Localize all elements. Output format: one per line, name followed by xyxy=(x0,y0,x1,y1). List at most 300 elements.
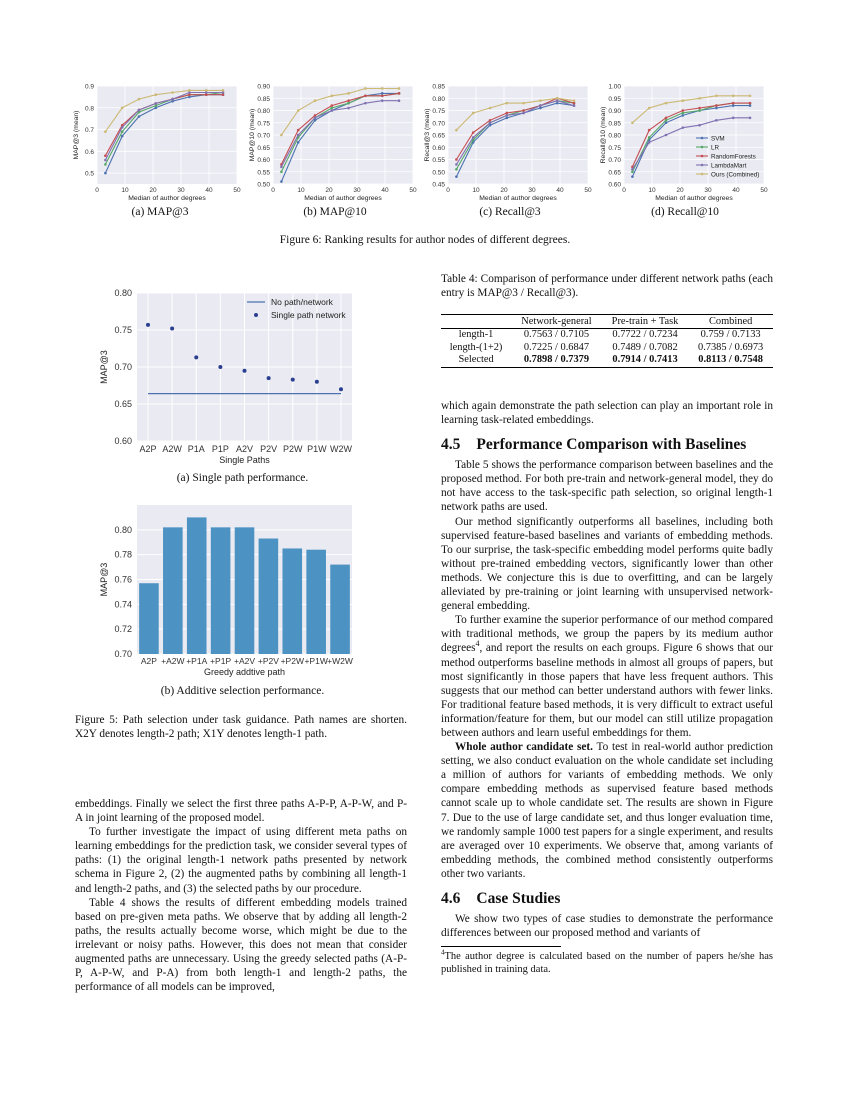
y-tick-label: 0.80 xyxy=(257,108,270,115)
y-tick-label: 0.90 xyxy=(608,108,621,115)
y-tick-label: 0.60 xyxy=(608,181,621,189)
x-tick-label: 20 xyxy=(325,187,333,194)
subcaption-map3: (a) MAP@3 xyxy=(131,206,189,218)
data-point xyxy=(398,87,401,90)
right-column-text xyxy=(441,399,773,976)
x-tick-label: 30 xyxy=(177,187,185,194)
table-header-cell xyxy=(441,315,511,329)
x-tick-label: 30 xyxy=(528,187,536,194)
data-point xyxy=(339,387,343,391)
right-paragraph-5: We show two types of case studies to demonstrate the performance differences between our proposed method and variants of xyxy=(441,913,773,940)
data-point xyxy=(648,129,651,132)
x-tick-label: 20 xyxy=(500,187,508,194)
data-point xyxy=(648,107,651,110)
y-tick-label: 0.60 xyxy=(114,436,132,446)
data-point xyxy=(631,168,634,171)
legend-marker xyxy=(701,164,704,167)
data-point xyxy=(297,134,300,137)
subcaption-recall3: (c) Recall@3 xyxy=(479,206,541,218)
legend-marker xyxy=(701,173,704,176)
table-cell: 0.7722 / 0.7234 xyxy=(612,329,678,340)
data-point xyxy=(138,98,141,101)
data-point xyxy=(347,92,350,95)
data-point xyxy=(104,172,107,175)
data-point xyxy=(138,115,141,118)
x-tick-label: 40 xyxy=(205,187,213,194)
legend-marker xyxy=(254,313,258,317)
data-point xyxy=(715,119,718,122)
y-tick-label: 0.65 xyxy=(257,144,270,152)
footnote-rule xyxy=(441,946,561,947)
data-point xyxy=(556,99,559,102)
data-point xyxy=(506,112,509,115)
x-tick-label: A2V xyxy=(235,444,254,454)
data-point xyxy=(682,109,685,112)
legend-label: LR xyxy=(711,144,720,152)
bar xyxy=(306,550,326,654)
data-point xyxy=(455,168,458,171)
data-point xyxy=(331,104,334,107)
table-cell: 0.7914 / 0.7413 xyxy=(602,354,688,367)
x-tick-label: +P1P xyxy=(210,656,232,666)
footnote-number: 4 xyxy=(441,948,445,957)
legend-label: Ours (Combined) xyxy=(711,171,760,179)
y-tick-label: 0.78 xyxy=(114,549,132,560)
x-tick-label: A2P xyxy=(140,656,157,666)
bar xyxy=(211,527,231,654)
data-point xyxy=(489,119,492,122)
x-tick-label: P1P xyxy=(211,444,229,454)
data-point xyxy=(297,109,300,112)
data-point xyxy=(698,97,701,100)
x-tick-label: 30 xyxy=(704,187,712,194)
table-header-cell: Network-general xyxy=(511,315,602,329)
section-number: 4.5 xyxy=(441,436,461,454)
data-point xyxy=(455,163,458,166)
right-paragraph-2: Our method significantly outperforms all baselines, including both supervised feature-based baselines and variants of embedding methods. To our surprise, the task-specific embedding model performs quite badly without pre-trained embedding vectors, significantly lower than other methods. We conjecture this is due to overfitting, and can be largely alleviated by pre-training or joint learning with unsupervised network-general embedding. xyxy=(441,515,773,613)
y-tick-label: 0.75 xyxy=(114,325,132,335)
right-paragraph-0: which again demonstrate the path selection can play an important role in learning task-related embeddings. xyxy=(441,400,773,427)
data-point xyxy=(715,107,718,110)
x-tick-label: 10 xyxy=(472,187,480,194)
paragraph-run-in-heading: Whole author candidate set. xyxy=(455,741,594,754)
data-point xyxy=(455,158,458,161)
right-paragraph-4 xyxy=(441,740,773,881)
y-tick-label: 0.70 xyxy=(432,120,445,128)
figure5b-subcaption: (b) Additive selection performance. xyxy=(160,685,325,697)
data-point xyxy=(171,91,174,94)
data-point xyxy=(331,109,334,112)
data-point xyxy=(715,104,718,107)
data-point xyxy=(314,99,317,102)
data-point xyxy=(121,106,124,109)
table-cell: length-1 xyxy=(458,329,494,340)
x-tick-label: +P2V xyxy=(257,656,279,666)
y-tick-label: 0.70 xyxy=(257,132,270,140)
bar xyxy=(259,539,279,654)
chart-map3 xyxy=(73,84,241,203)
x-tick-label: 50 xyxy=(233,187,241,194)
data-point xyxy=(732,117,735,120)
footnote xyxy=(441,950,773,976)
table-cell: 0.7563 / 0.7105 xyxy=(523,329,590,340)
data-point xyxy=(732,95,735,98)
paragraph-text: To further examine the superior performance of our method compared with traditional methods, we group the papers by its medium author degrees xyxy=(441,614,773,655)
y-tick-label: 0.85 xyxy=(257,95,270,103)
x-tick-label: 10 xyxy=(121,187,129,194)
bar xyxy=(139,583,159,654)
data-point xyxy=(121,135,124,138)
x-axis-label: Greedy addtive path xyxy=(203,667,286,677)
table-header-row xyxy=(441,315,773,329)
y-tick-label: 0.80 xyxy=(114,288,132,298)
data-point xyxy=(297,141,300,144)
data-point xyxy=(506,102,509,105)
figure5b-chart xyxy=(75,503,410,683)
y-tick-label: 1.00 xyxy=(608,83,621,91)
data-point xyxy=(381,87,384,90)
x-tick-label: +A2W xyxy=(161,656,185,666)
data-point xyxy=(665,102,668,105)
x-tick-label: 40 xyxy=(732,187,740,194)
section-4-6-heading xyxy=(441,890,773,908)
data-point xyxy=(682,126,685,129)
y-tick-label: 0.6 xyxy=(84,148,94,156)
legend-label: No path/network xyxy=(271,297,333,307)
x-tick-label: +P2W xyxy=(280,656,304,666)
bar xyxy=(163,527,183,654)
y-tick-label: 0.72 xyxy=(114,624,132,635)
y-tick-label: 0.5 xyxy=(84,170,94,178)
legend-marker xyxy=(701,146,704,149)
y-tick-label: 0.80 xyxy=(608,132,621,140)
bar xyxy=(235,527,255,654)
section-number: 4.6 xyxy=(441,890,461,907)
chart-recall10 xyxy=(600,84,768,203)
data-point xyxy=(381,95,384,98)
y-tick-label: 0.70 xyxy=(608,157,621,164)
x-tick-label: P1W xyxy=(307,444,327,454)
y-axis-label: MAP@3 (mean) xyxy=(73,110,80,160)
paragraph-text: , and report the results on each groups. Figure 6 shows that our method outperforms baseline methods in almost all groups of papers, but most significantly in those papers that have less frequent authors. This suggests that our method can better understand authors with fewer links. For traditional feature based methods, it is very difficult to extract useful information/feature for them, but our model can still utilize propagation between authors and learn useful embeddings for them. xyxy=(441,642,773,739)
y-tick-label: 0.85 xyxy=(432,83,445,91)
bar xyxy=(187,517,207,654)
left-paragraph-2: To further investigate the impact of using different meta paths on learning embeddings for the prediction task, we consider several types of paths: (1) the original length-1 network paths presented by network schema in Figure 2, (2) the augmented paths by combining all length-1 and length-2 paths, and (3) the selected paths by our procedure. xyxy=(75,826,407,895)
legend-label: SVM xyxy=(711,135,725,143)
data-point xyxy=(749,117,752,120)
legend-label: RandomForests xyxy=(711,153,756,161)
table4 xyxy=(441,314,773,368)
y-tick-label: 0.60 xyxy=(257,157,270,164)
x-tick-label: 20 xyxy=(149,187,157,194)
data-point xyxy=(631,121,634,124)
y-tick-label: 0.70 xyxy=(114,649,132,659)
table-cell: 0.8113 / 0.7548 xyxy=(688,354,773,367)
data-point xyxy=(506,114,509,117)
data-point xyxy=(682,99,685,102)
data-point xyxy=(280,166,283,169)
table-cell: 0.7385 / 0.6973 xyxy=(698,341,764,353)
y-tick-label: 0.90 xyxy=(257,83,270,91)
x-tick-label: +P1W xyxy=(304,656,328,666)
x-tick-label: W2W xyxy=(330,444,352,454)
data-point xyxy=(188,89,191,92)
y-tick-label: 0.9 xyxy=(84,83,94,91)
y-tick-label: 0.74 xyxy=(114,599,132,610)
data-point xyxy=(280,134,283,137)
data-point xyxy=(314,117,317,120)
x-axis-label: Median of author degrees xyxy=(128,195,206,202)
data-point xyxy=(398,92,401,95)
data-point xyxy=(522,112,525,115)
data-point xyxy=(280,170,283,173)
data-point xyxy=(280,180,283,183)
data-point xyxy=(170,327,174,331)
y-tick-label: 0.50 xyxy=(257,181,270,189)
legend-label: LambdaMart xyxy=(711,162,747,170)
data-point xyxy=(506,117,509,120)
table-cell: 0.7489 / 0.7082 xyxy=(612,341,678,353)
y-tick-label: 0.75 xyxy=(257,120,270,128)
data-point xyxy=(472,112,475,115)
figure6-charts xyxy=(0,0,850,235)
data-point xyxy=(364,102,367,105)
x-tick-label: +A2V xyxy=(233,656,256,666)
data-point xyxy=(347,107,350,110)
table-row xyxy=(441,354,773,367)
data-point xyxy=(522,109,525,112)
data-point xyxy=(539,99,542,102)
subcaption-recall10: (d) Recall@10 xyxy=(651,206,719,218)
data-point xyxy=(104,130,107,133)
data-point xyxy=(455,175,458,178)
data-point xyxy=(732,104,735,107)
data-point xyxy=(682,112,685,115)
y-tick-label: 0.55 xyxy=(257,169,270,177)
x-tick-label: 10 xyxy=(648,187,656,194)
y-tick-label: 0.65 xyxy=(608,169,621,177)
x-tick-label: 0 xyxy=(271,187,275,194)
data-point xyxy=(489,107,492,110)
x-tick-label: 30 xyxy=(353,187,361,194)
x-axis-label: Median of author degrees xyxy=(479,195,557,202)
table-row xyxy=(441,329,773,342)
figure6-caption: Figure 6: Ranking results for author nodes of different degrees. xyxy=(279,234,571,246)
y-axis-label: Recall@3 (mean) xyxy=(424,108,431,162)
data-point xyxy=(749,104,752,107)
data-point xyxy=(146,323,150,327)
data-point xyxy=(715,95,718,98)
data-point xyxy=(732,102,735,105)
data-point xyxy=(194,355,198,359)
y-tick-label: 0.76 xyxy=(114,574,132,585)
data-point xyxy=(665,117,668,120)
data-point xyxy=(573,104,576,107)
data-point xyxy=(472,131,475,134)
data-point xyxy=(171,98,174,101)
data-point xyxy=(749,95,752,98)
bar xyxy=(330,565,350,654)
data-point xyxy=(364,87,367,90)
results-table xyxy=(441,314,773,368)
data-point xyxy=(104,163,107,166)
section-title: Case Studies xyxy=(476,890,561,907)
x-tick-label: P2W xyxy=(282,444,303,454)
x-tick-label: 0 xyxy=(446,187,450,194)
figure5-caption: Figure 5: Path selection under task guidance. Path names are shorten. X2Y denotes length-2 path; X1Y denotes length-1 path. xyxy=(75,714,407,741)
chart-recall3 xyxy=(424,84,592,203)
data-point xyxy=(682,114,685,117)
table-header-cell: Pre-train + Task xyxy=(602,315,688,329)
data-point xyxy=(347,99,350,102)
data-point xyxy=(267,376,271,380)
x-tick-label: P1A xyxy=(187,444,205,454)
paragraph-text: To test in real-world author prediction setting, we also conduct evaluation on the whole candidate set including a million of authors for variants of embedding methods. We only compare embedding methods as supervised feature based methods cannot scale up to whole candidate set. The results are shown in Figure 7. Due to the use of large candidate set, and thus longer evaluation time, we randomly sample 1000 test papers for a single experiment, and results are averaged over 10 experiments. We observe that, among variants of embedding methods, the combined method consistently outperforms other two variants. xyxy=(441,741,774,880)
x-axis-label: Median of author degrees xyxy=(655,195,733,202)
data-point xyxy=(155,93,158,96)
y-tick-label: 0.8 xyxy=(84,105,94,113)
data-point xyxy=(331,95,334,98)
y-tick-label: 0.65 xyxy=(432,132,445,140)
data-point xyxy=(556,97,559,100)
y-tick-label: 0.75 xyxy=(608,144,621,152)
y-axis-label: MAP@3 xyxy=(99,350,109,384)
left-column-text xyxy=(75,797,407,994)
data-point xyxy=(104,159,107,162)
data-point xyxy=(539,107,542,110)
table-row xyxy=(441,342,773,355)
data-point xyxy=(539,104,542,107)
table4-caption: Table 4: Comparison of performance under different network paths (each entry is MAP@3 / Recall@3). xyxy=(441,273,773,300)
x-tick-label: 50 xyxy=(584,187,592,194)
legend-marker xyxy=(701,155,704,158)
x-tick-label: +W2W xyxy=(327,656,353,666)
y-axis-label: Recall@10 (mean) xyxy=(600,106,607,164)
data-point xyxy=(331,107,334,110)
data-point xyxy=(138,109,141,112)
data-point xyxy=(698,124,701,127)
data-point xyxy=(648,136,651,139)
data-point xyxy=(631,170,634,173)
data-point xyxy=(315,380,319,384)
table-cell: 0.759 / 0.7133 xyxy=(700,329,761,340)
y-tick-label: 0.75 xyxy=(432,108,445,115)
y-tick-label: 0.60 xyxy=(432,144,445,152)
x-tick-label: 20 xyxy=(676,187,684,194)
data-point xyxy=(698,109,701,112)
x-tick-label: 40 xyxy=(381,187,389,194)
data-point xyxy=(489,121,492,124)
table-header-cell: Combined xyxy=(688,315,773,329)
data-point xyxy=(314,114,317,117)
x-tick-label: +P1A xyxy=(186,656,208,666)
data-point xyxy=(104,154,107,157)
figure5a-chart xyxy=(75,280,410,465)
section-title: Performance Comparison with Baselines xyxy=(476,436,747,454)
table-cell: Selected xyxy=(441,354,511,367)
y-tick-label: 0.55 xyxy=(432,157,445,164)
data-point xyxy=(698,107,701,110)
x-axis-label: Single Paths xyxy=(219,455,270,465)
data-point xyxy=(381,92,384,95)
y-tick-label: 0.45 xyxy=(432,181,445,189)
y-tick-label: 0.95 xyxy=(608,95,621,103)
data-point xyxy=(455,129,458,132)
data-point xyxy=(573,102,576,105)
y-tick-label: 0.7 xyxy=(84,127,94,135)
x-tick-label: 50 xyxy=(760,187,768,194)
data-point xyxy=(121,126,124,129)
data-point xyxy=(155,102,158,105)
figure5a-subcaption: (a) Single path performance. xyxy=(176,472,309,484)
data-point xyxy=(522,102,525,105)
x-tick-label: 0 xyxy=(95,187,99,194)
data-point xyxy=(121,130,124,133)
y-tick-label: 0.85 xyxy=(608,120,621,128)
x-tick-label: 10 xyxy=(297,187,305,194)
data-point xyxy=(398,99,401,102)
table-cell: 0.7225 / 0.6847 xyxy=(523,341,590,353)
chart-map10 xyxy=(249,84,417,203)
y-tick-label: 0.80 xyxy=(114,524,132,535)
x-tick-label: 0 xyxy=(622,187,626,194)
data-point xyxy=(222,89,225,92)
right-paragraph-1: Table 5 shows the performance comparison between baselines and the proposed method. For both pre-train and network-general model, they do not have access to the task-specific path selection, so original length-1 network paths are used. xyxy=(441,459,773,514)
y-tick-label: 0.80 xyxy=(432,95,445,103)
data-point xyxy=(347,102,350,105)
data-point xyxy=(749,102,752,105)
x-tick-label: P2V xyxy=(260,444,278,454)
data-point xyxy=(291,378,295,382)
right-paragraph-3 xyxy=(441,613,773,740)
subcaption-map10: (b) MAP@10 xyxy=(303,206,367,218)
data-point xyxy=(631,175,634,178)
legend-marker xyxy=(701,137,704,140)
y-axis-label: MAP@10 (mean) xyxy=(249,108,256,162)
data-point xyxy=(381,99,384,102)
data-point xyxy=(364,95,367,98)
x-tick-label: A2W xyxy=(162,444,182,454)
data-point xyxy=(665,134,668,137)
data-point xyxy=(218,365,222,369)
footnote-marker: 4 xyxy=(475,639,480,649)
table-cell: 0.7898 / 0.7379 xyxy=(511,354,602,367)
x-tick-label: A2P xyxy=(139,444,157,454)
y-axis-label: MAP@3 xyxy=(99,562,109,597)
x-tick-label: 50 xyxy=(409,187,417,194)
y-tick-label: 0.65 xyxy=(114,399,132,409)
data-point xyxy=(243,369,247,373)
left-paragraph-3: Table 4 shows the results of different embedding models trained based on pre-given meta paths. We observe that by adding all length-2 paths, the results actually become worse, which might be due to the irrelevant or noisy paths. However, this does not mean that consider augmented paths are unnecessary. Using the greedy selected paths (A-P-P, A-P-W, and P-A) from both length-1 and length-2 paths, the performance of all models can be improved, xyxy=(75,896,407,994)
y-tick-label: 0.70 xyxy=(114,362,132,372)
data-point xyxy=(297,129,300,132)
data-point xyxy=(648,141,651,144)
data-point xyxy=(573,99,576,102)
data-point xyxy=(205,89,208,92)
data-point xyxy=(472,136,475,139)
data-point xyxy=(665,119,668,122)
left-paragraph-1: embeddings. Finally we select the first three paths A-P-P, A-P-W, and P-A in joint learning of the proposed model. xyxy=(75,798,407,825)
table-cell: length-(1+2) xyxy=(449,341,503,353)
data-point xyxy=(556,102,559,105)
section-4-5-heading xyxy=(441,436,773,454)
y-tick-label: 0.50 xyxy=(432,169,445,177)
x-axis-label: Median of author degrees xyxy=(304,195,382,202)
x-tick-label: 40 xyxy=(556,187,564,194)
legend-label: Single path network xyxy=(271,310,346,320)
footnote-text: The author degree is calculated based on the number of papers he/she has published in training data. xyxy=(441,951,773,976)
bar xyxy=(282,548,302,654)
